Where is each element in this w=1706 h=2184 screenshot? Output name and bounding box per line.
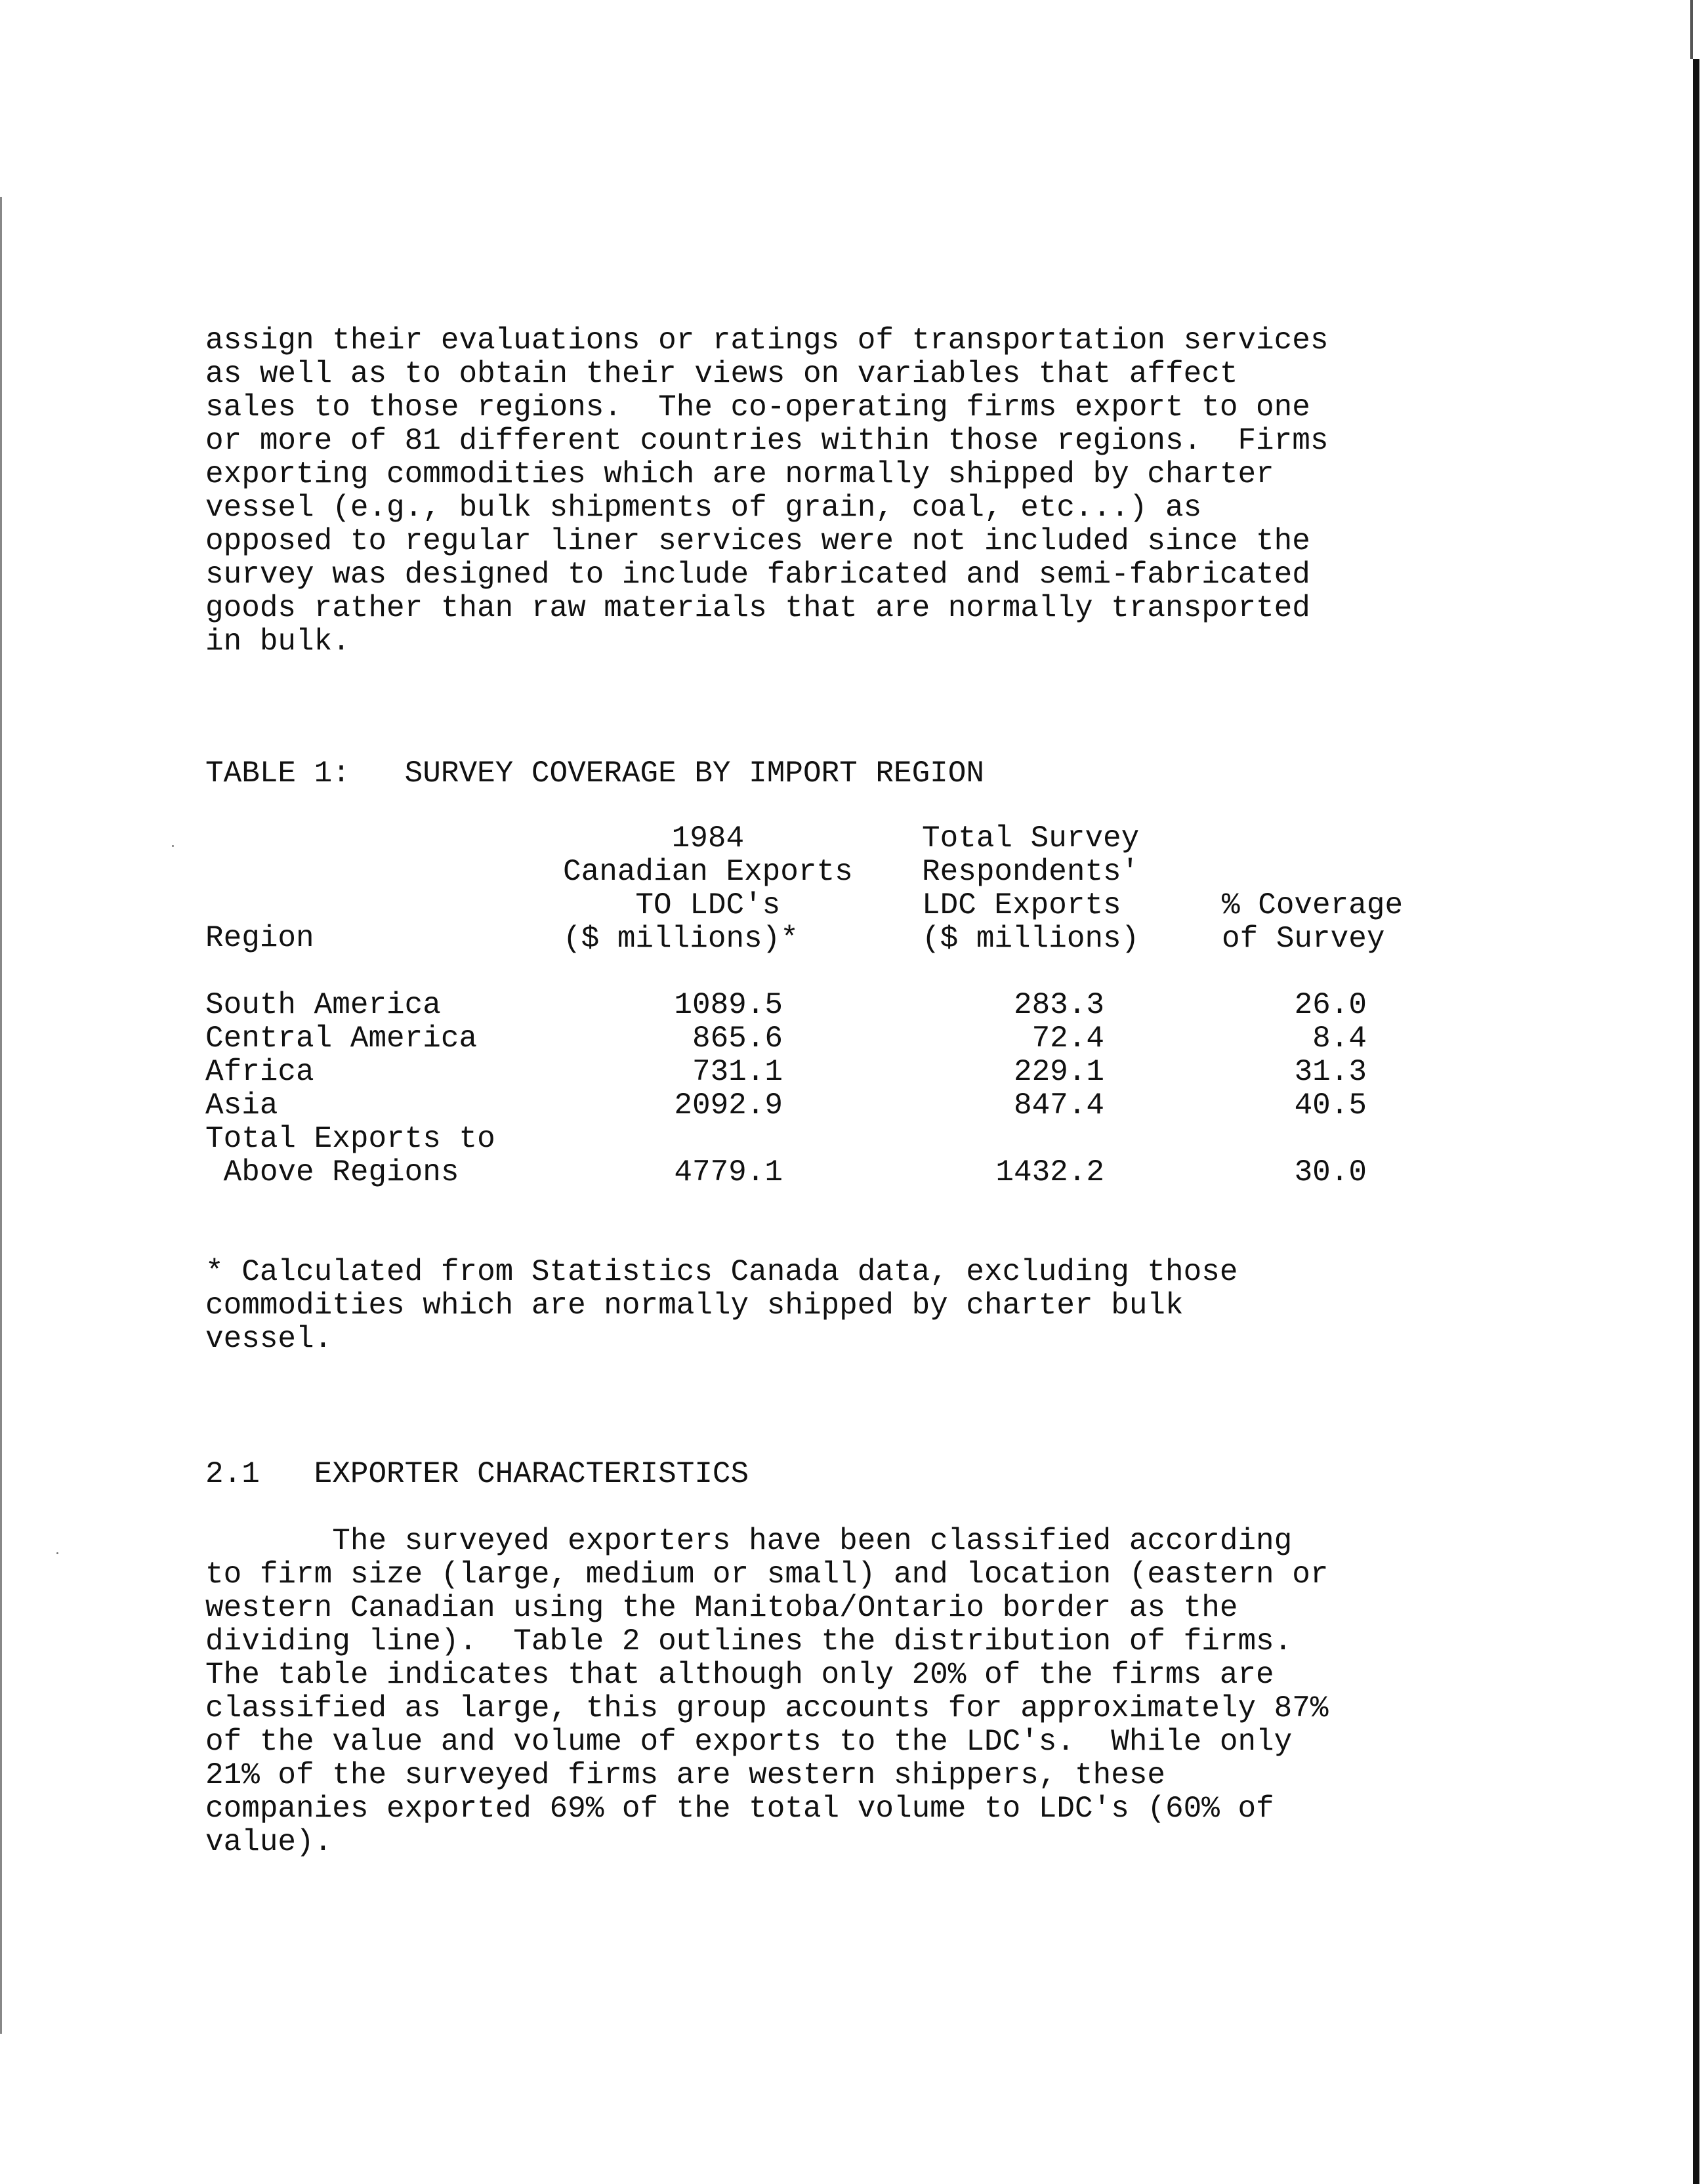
table-cell-survey-exports: 1432.2 [995, 1155, 1104, 1189]
table-cell-coverage: 31.3 [1294, 1055, 1367, 1089]
table-cell-survey-exports: 229.1 [1013, 1055, 1104, 1089]
table-cell-survey-exports: 847.4 [1013, 1088, 1104, 1123]
table-cell-canadian-exports: 2092.9 [674, 1088, 783, 1123]
scan-edge-top [1690, 0, 1693, 59]
scan-edge-left [0, 197, 2, 2034]
table-cell-region: Above Regions [205, 1155, 459, 1189]
scan-speck [172, 845, 174, 847]
table-cell-region: Asia [205, 1088, 278, 1123]
table-cell-coverage: 30.0 [1294, 1155, 1367, 1189]
table-cell-canadian-exports: 4779.1 [674, 1155, 783, 1189]
table-cell-canadian-exports: 731.1 [692, 1055, 783, 1089]
section-heading: 2.1 EXPORTER CHARACTERISTICS [205, 1457, 749, 1491]
table-row [205, 1156, 1452, 1189]
table-header-survey-exports: Total Survey Respondents' LDC Exports ($ millions) [922, 821, 1140, 956]
table-row [205, 1089, 1452, 1123]
table-footnote: * Calculated from Statistics Canada data, excluding those commodities which are normally shipped by charter bulk vessel. [205, 1255, 1238, 1356]
table-cell-region: Central America [205, 1021, 478, 1056]
body-paragraph-exporters: The surveyed exporters have been classified according to firm size (large, medium or small) and location (eastern or western Canadian using the Manitoba/Ontario border as the dividing line). Table 2 outlines the distribution of firms. The table indicates that although only 20% of the firms are classified as large, this group accounts for approximately 87% of the value and volume of exports to the LDC's. While only 21% of the surveyed firms are western shippers, these companies exported 69% of the total volume to LDC's (60% of value). [205, 1524, 1329, 1859]
table-cell-canadian-exports: 1089.5 [674, 988, 783, 1022]
table-cell-coverage: 26.0 [1294, 988, 1367, 1022]
table-row [205, 1056, 1452, 1089]
table-cell-coverage: 40.5 [1294, 1088, 1367, 1123]
scan-speck [56, 1552, 58, 1554]
table-cell-region: Total Exports to [205, 1122, 495, 1156]
table-title: TABLE 1: SURVEY COVERAGE BY IMPORT REGION [205, 756, 984, 791]
table-cell-survey-exports: 72.4 [1031, 1021, 1104, 1056]
table-cell-region: South America [205, 988, 441, 1022]
scan-edge-right [1693, 59, 1699, 2184]
table-cell-canadian-exports: 865.6 [692, 1021, 783, 1056]
body-paragraph-intro: assign their evaluations or ratings of transportation services as well as to obtain their views on variables that affect sales to those regions. The co-operating firms export to one or more of 81 different countries within those regions. Firms exporting commodities which are normally shipped by charter vessel (e.g., bulk shipments of grain, coal, etc...) as opposed to regular liner services were not included since the survey was designed to include fabricated and semi-fabricated goods rather than raw materials that are normally transported in bulk. [205, 323, 1329, 659]
table-cell-region: Africa [205, 1055, 314, 1089]
table-header-region: Region [205, 921, 314, 955]
table-cell-survey-exports: 283.3 [1013, 988, 1104, 1022]
table-cell-coverage: 8.4 [1312, 1021, 1367, 1056]
table-header-canadian-exports: 1984 Canadian Exports TO LDC's ($ millions)* [563, 821, 853, 956]
table-header-coverage: % Coverage of Survey [1222, 888, 1404, 956]
table-row [205, 1123, 1452, 1156]
table-row [205, 1022, 1452, 1056]
table-row [205, 989, 1452, 1022]
